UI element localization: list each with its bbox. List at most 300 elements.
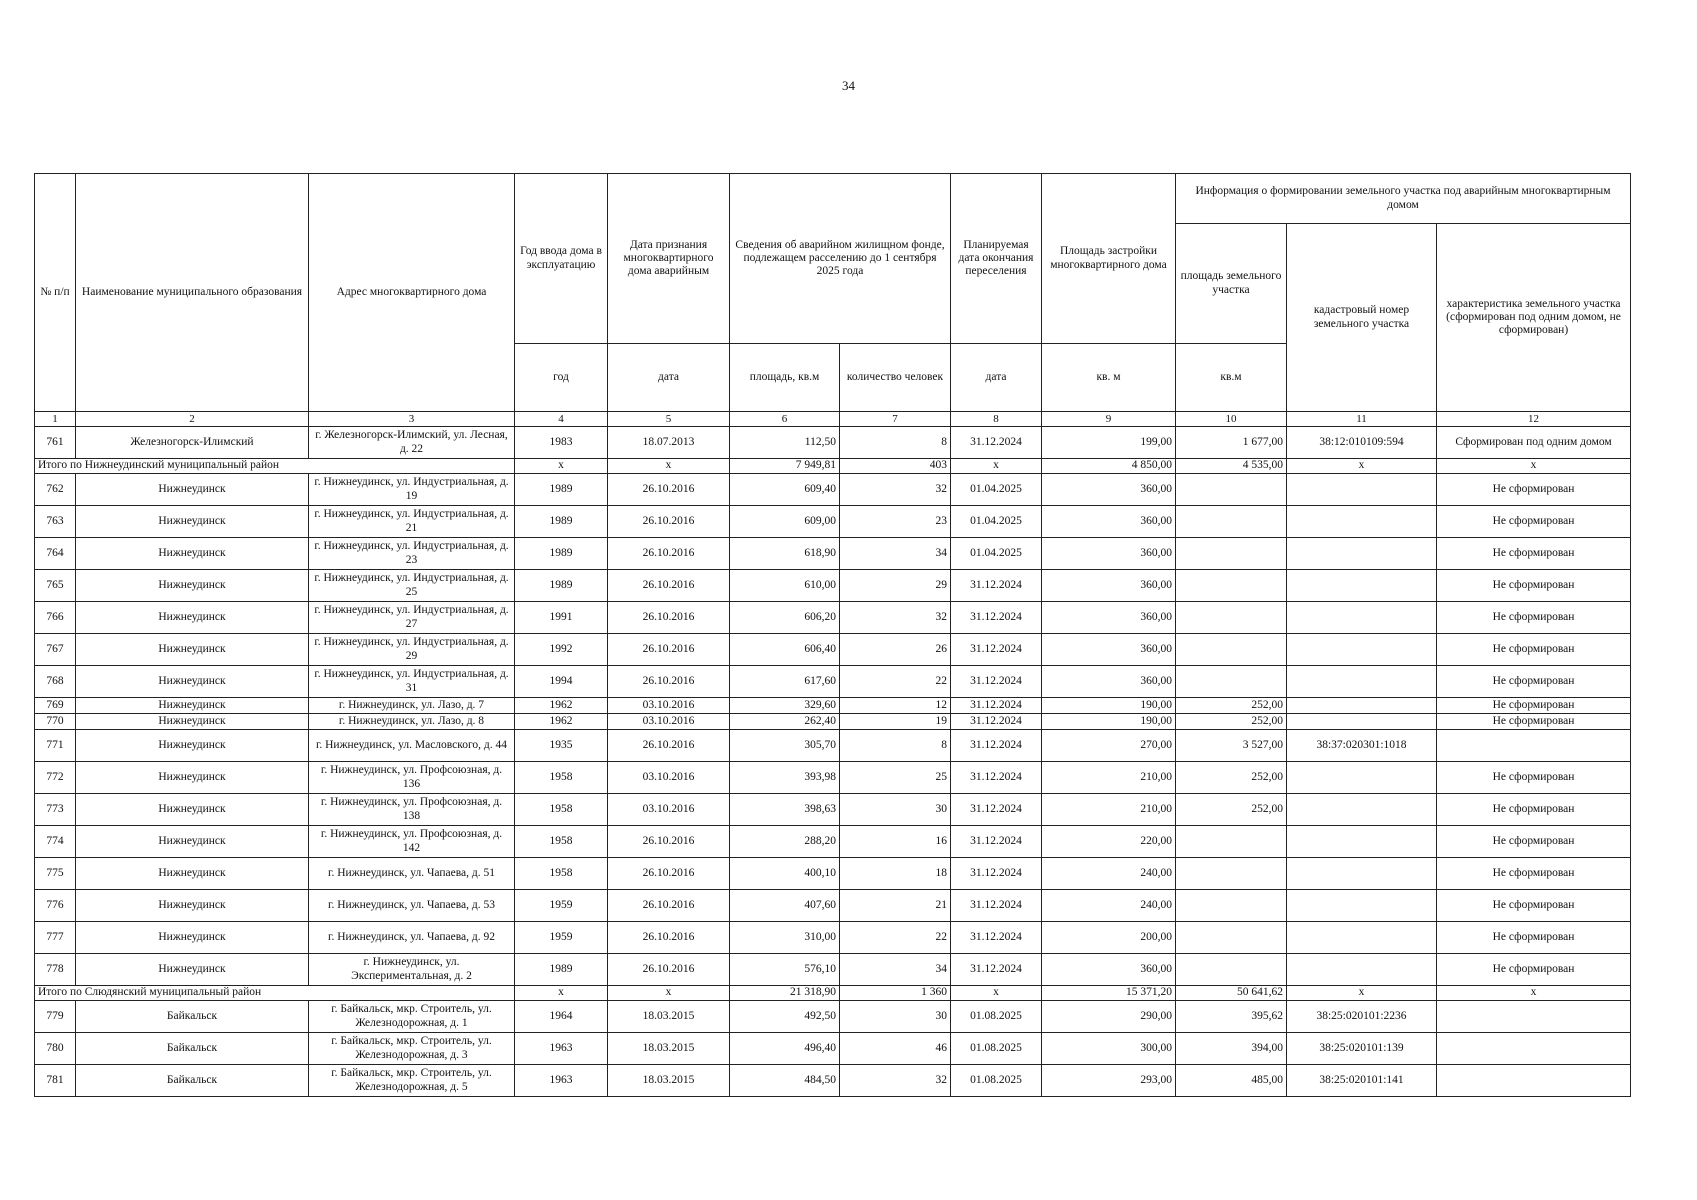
cell-people: 19 [840, 714, 951, 730]
cell-land-area: 3 527,00 [1176, 730, 1287, 762]
cell-cadastral: 38:25:020101:139 [1287, 1033, 1437, 1065]
cell-land-area: 252,00 [1176, 762, 1287, 794]
column-number: 8 [951, 412, 1042, 427]
cell-year: 1992 [515, 634, 608, 666]
cell-characteristic: Не сформирован [1437, 666, 1631, 698]
cell-planned-date: 31.12.2024 [951, 826, 1042, 858]
cell-building-area: 290,00 [1042, 1001, 1176, 1033]
table-row [35, 698, 1631, 714]
cell-area: 492,50 [730, 1001, 840, 1033]
cell-date: 18.03.2015 [608, 1001, 730, 1033]
table-header [35, 174, 1631, 427]
cell-characteristic: Не сформирован [1437, 890, 1631, 922]
column-number: 2 [76, 412, 309, 427]
cell-row-number: 762 [35, 474, 76, 506]
cell-municipality: Байкальск [76, 1033, 309, 1065]
cell-row-number: 761 [35, 427, 76, 459]
table-row [35, 1033, 1631, 1065]
cell-year: 1958 [515, 762, 608, 794]
cell-planned-date: 01.08.2025 [951, 1065, 1042, 1097]
cell-cadastral [1287, 666, 1437, 698]
cell-land-area [1176, 602, 1287, 634]
cell-address: г. Нижнеудинск, ул. Чапаева, д. 53 [309, 890, 515, 922]
cell-address: г. Нижнеудинск, ул. Индустриальная, д. 21 [309, 506, 515, 538]
cell-row-number: 766 [35, 602, 76, 634]
cell-cadastral [1287, 954, 1437, 986]
cell-planned-date: 31.12.2024 [951, 714, 1042, 730]
header-cadastral-number: кадастровый номер земельного участка [1287, 224, 1437, 412]
column-number: 11 [1287, 412, 1437, 427]
cell-people: 34 [840, 954, 951, 986]
cell-row-number: 768 [35, 666, 76, 698]
cell-area: 400,10 [730, 858, 840, 890]
header-building-area: Площадь застройки многоквартирного дома [1042, 174, 1176, 344]
cell-date: 26.10.2016 [608, 602, 730, 634]
cell-planned-date: 31.12.2024 [951, 602, 1042, 634]
cell-address: г. Нижнеудинск, ул. Индустриальная, д. 27 [309, 602, 515, 634]
cell-area: 310,00 [730, 922, 840, 954]
cell-characteristic: Не сформирован [1437, 698, 1631, 714]
cell-municipality: Нижнеудинск [76, 570, 309, 602]
cell-planned-date: 31.12.2024 [951, 762, 1042, 794]
cell-year: 1989 [515, 954, 608, 986]
cell-building-area: 360,00 [1042, 634, 1176, 666]
cell-cadastral [1287, 922, 1437, 954]
cell-row-number: 775 [35, 858, 76, 890]
cell-cadastral [1287, 602, 1437, 634]
cell-year: 1958 [515, 826, 608, 858]
cell-building-area: 300,00 [1042, 1033, 1176, 1065]
table-row [35, 1001, 1631, 1033]
cell-address: г. Нижнеудинск, ул. Лазо, д. 8 [309, 714, 515, 730]
cell-land-area: 4 535,00 [1176, 459, 1287, 474]
cell-municipality: Нижнеудинск [76, 794, 309, 826]
cell-address: г. Байкальск, мкр. Строитель, ул. Железнодорожная, д. 5 [309, 1065, 515, 1097]
cell-date: 26.10.2016 [608, 730, 730, 762]
cell-municipality: Нижнеудинск [76, 730, 309, 762]
cell-municipality: Нижнеудинск [76, 890, 309, 922]
cell-characteristic: Не сформирован [1437, 922, 1631, 954]
cell-row-number: 776 [35, 890, 76, 922]
cell-municipality: Нижнеудинск [76, 666, 309, 698]
cell-municipality: Байкальск [76, 1065, 309, 1097]
cell-planned-date: 01.08.2025 [951, 1033, 1042, 1065]
cell-year: 1959 [515, 890, 608, 922]
table-row [35, 1065, 1631, 1097]
cell-row-number: 772 [35, 762, 76, 794]
header-emergency-date: Дата признания многоквартирного дома аварийным [608, 174, 730, 344]
cell-land-area [1176, 954, 1287, 986]
cell-date: 26.10.2016 [608, 634, 730, 666]
cell-area: 329,60 [730, 698, 840, 714]
cell-characteristic [1437, 1001, 1631, 1033]
cell-year: x [515, 459, 608, 474]
cell-row-number: 774 [35, 826, 76, 858]
unit-land-area: кв.м [1176, 344, 1287, 412]
cell-row-number: 779 [35, 1001, 76, 1033]
cell-planned-date: 31.12.2024 [951, 890, 1042, 922]
cell-people: 46 [840, 1033, 951, 1065]
column-number: 12 [1437, 412, 1631, 427]
cell-municipality: Нижнеудинск [76, 954, 309, 986]
cell-year: 1994 [515, 666, 608, 698]
cell-land-area: 252,00 [1176, 698, 1287, 714]
cell-land-area [1176, 922, 1287, 954]
cell-characteristic: Не сформирован [1437, 826, 1631, 858]
cell-address: г. Нижнеудинск, ул. Индустриальная, д. 25 [309, 570, 515, 602]
cell-characteristic: x [1437, 459, 1631, 474]
table-row [35, 666, 1631, 698]
column-number: 4 [515, 412, 608, 427]
cell-land-area [1176, 858, 1287, 890]
cell-people: 1 360 [840, 986, 951, 1001]
table-row [35, 714, 1631, 730]
cell-year: 1963 [515, 1065, 608, 1097]
cell-people: 403 [840, 459, 951, 474]
cell-row-number: 769 [35, 698, 76, 714]
cell-cadastral [1287, 858, 1437, 890]
cell-people: 29 [840, 570, 951, 602]
table-row [35, 427, 1631, 459]
header-planned-date: Планируемая дата окончания переселения [951, 174, 1042, 344]
cell-row-number: 771 [35, 730, 76, 762]
header-row-number: № п/п [35, 174, 76, 412]
cell-cadastral: 38:12:010109:594 [1287, 427, 1437, 459]
cell-date: 26.10.2016 [608, 890, 730, 922]
header-land-plot-group: Информация о формировании земельного участка под аварийным многоквартирным домом [1176, 174, 1631, 224]
cell-row-number: 778 [35, 954, 76, 986]
cell-area: 617,60 [730, 666, 840, 698]
subtotal-label: Итого по Нижнеудинский муниципальный район [35, 459, 515, 474]
header-emergency-fund: Сведения об аварийном жилищном фонде, подлежащем расселению до 1 сентября 2025 года [730, 174, 951, 344]
cell-characteristic: Не сформирован [1437, 538, 1631, 570]
unit-area: площадь, кв.м [730, 344, 840, 412]
table-row [35, 858, 1631, 890]
cell-characteristic: Не сформирован [1437, 762, 1631, 794]
cell-cadastral [1287, 826, 1437, 858]
cell-people: 32 [840, 474, 951, 506]
cell-cadastral [1287, 634, 1437, 666]
cell-municipality: Нижнеудинск [76, 922, 309, 954]
cell-address: г. Нижнеудинск, ул. Профсоюзная, д. 136 [309, 762, 515, 794]
unit-year: год [515, 344, 608, 412]
cell-municipality: Нижнеудинск [76, 762, 309, 794]
cell-municipality: Нижнеудинск [76, 538, 309, 570]
cell-area: 7 949,81 [730, 459, 840, 474]
cell-address: г. Нижнеудинск, ул. Чапаева, д. 51 [309, 858, 515, 890]
cell-year: x [515, 986, 608, 1001]
table-row [35, 570, 1631, 602]
cell-building-area: 240,00 [1042, 858, 1176, 890]
cell-year: 1935 [515, 730, 608, 762]
cell-date: 26.10.2016 [608, 666, 730, 698]
cell-year: 1989 [515, 538, 608, 570]
cell-year: 1962 [515, 698, 608, 714]
cell-planned-date: 01.04.2025 [951, 474, 1042, 506]
cell-area: 610,00 [730, 570, 840, 602]
unit-people: количество человек [840, 344, 951, 412]
cell-area: 576,10 [730, 954, 840, 986]
cell-characteristic: Не сформирован [1437, 474, 1631, 506]
header-land-area: площадь земельного участка [1176, 224, 1287, 344]
cell-area: 484,50 [730, 1065, 840, 1097]
cell-date: 26.10.2016 [608, 506, 730, 538]
cell-characteristic: Не сформирован [1437, 634, 1631, 666]
cell-building-area: 360,00 [1042, 602, 1176, 634]
cell-building-area: 240,00 [1042, 890, 1176, 922]
cell-cadastral: 38:25:020101:2236 [1287, 1001, 1437, 1033]
cell-building-area: 360,00 [1042, 570, 1176, 602]
cell-planned-date: 31.12.2024 [951, 954, 1042, 986]
cell-people: 23 [840, 506, 951, 538]
cell-people: 8 [840, 427, 951, 459]
cell-year: 1959 [515, 922, 608, 954]
cell-characteristic: Не сформирован [1437, 954, 1631, 986]
cell-municipality: Нижнеудинск [76, 826, 309, 858]
subtotal-row [35, 459, 1631, 474]
cell-municipality: Нижнеудинск [76, 634, 309, 666]
cell-year: 1958 [515, 858, 608, 890]
cell-building-area: 360,00 [1042, 666, 1176, 698]
cell-row-number: 767 [35, 634, 76, 666]
header-land-characteristic: характеристика земельного участка (сформирован под одним домом, не сформирован) [1437, 224, 1631, 412]
cell-characteristic [1437, 1065, 1631, 1097]
column-number: 5 [608, 412, 730, 427]
cell-land-area: 252,00 [1176, 794, 1287, 826]
unit-building-area: кв. м [1042, 344, 1176, 412]
cell-date: x [608, 459, 730, 474]
cell-area: 305,70 [730, 730, 840, 762]
cell-area: 609,40 [730, 474, 840, 506]
subtotal-label: Итого по Слюдянский муниципальный район [35, 986, 515, 1001]
cell-building-area: 15 371,20 [1042, 986, 1176, 1001]
table-row [35, 538, 1631, 570]
column-number: 7 [840, 412, 951, 427]
cell-building-area: 4 850,00 [1042, 459, 1176, 474]
cell-area: 496,40 [730, 1033, 840, 1065]
cell-land-area [1176, 570, 1287, 602]
cell-people: 26 [840, 634, 951, 666]
cell-address: г. Нижнеудинск, ул. Экспериментальная, д. 2 [309, 954, 515, 986]
cell-area: 606,40 [730, 634, 840, 666]
cell-building-area: 199,00 [1042, 427, 1176, 459]
cell-cadastral [1287, 794, 1437, 826]
cell-row-number: 770 [35, 714, 76, 730]
cell-people: 12 [840, 698, 951, 714]
cell-cadastral [1287, 762, 1437, 794]
cell-row-number: 780 [35, 1033, 76, 1065]
header-year-built: Год ввода дома в эксплуатацию [515, 174, 608, 344]
cell-planned-date: 31.12.2024 [951, 634, 1042, 666]
unit-date: дата [608, 344, 730, 412]
cell-characteristic: x [1437, 986, 1631, 1001]
cell-address: г. Нижнеудинск, ул. Масловского, д. 44 [309, 730, 515, 762]
cell-municipality: Нижнеудинск [76, 714, 309, 730]
cell-characteristic: Сформирован под одним домом [1437, 427, 1631, 459]
cell-characteristic: Не сформирован [1437, 714, 1631, 730]
cell-date: 26.10.2016 [608, 570, 730, 602]
cell-area: 288,20 [730, 826, 840, 858]
table-row [35, 890, 1631, 922]
cell-year: 1958 [515, 794, 608, 826]
cell-building-area: 293,00 [1042, 1065, 1176, 1097]
cell-cadastral [1287, 698, 1437, 714]
table-row [35, 730, 1631, 762]
cell-planned-date: x [951, 986, 1042, 1001]
cell-building-area: 200,00 [1042, 922, 1176, 954]
cell-area: 398,63 [730, 794, 840, 826]
cell-cadastral: 38:25:020101:141 [1287, 1065, 1437, 1097]
cell-date: 18.03.2015 [608, 1033, 730, 1065]
cell-land-area [1176, 506, 1287, 538]
cell-address: г. Нижнеудинск, ул. Индустриальная, д. 19 [309, 474, 515, 506]
cell-address: г. Нижнеудинск, ул. Индустриальная, д. 31 [309, 666, 515, 698]
header-address: Адрес многоквартирного дома [309, 174, 515, 412]
cell-characteristic [1437, 1033, 1631, 1065]
cell-address: г. Нижнеудинск, ул. Индустриальная, д. 29 [309, 634, 515, 666]
cell-address: г. Нижнеудинск, ул. Профсоюзная, д. 142 [309, 826, 515, 858]
cell-planned-date: 01.04.2025 [951, 538, 1042, 570]
cell-cadastral: 38:37:020301:1018 [1287, 730, 1437, 762]
cell-year: 1989 [515, 570, 608, 602]
cell-area: 609,00 [730, 506, 840, 538]
cell-municipality: Нижнеудинск [76, 698, 309, 714]
cell-land-area: 252,00 [1176, 714, 1287, 730]
cell-planned-date: 31.12.2024 [951, 698, 1042, 714]
cell-cadastral [1287, 506, 1437, 538]
cell-planned-date: 31.12.2024 [951, 570, 1042, 602]
cell-address: г. Нижнеудинск, ул. Чапаева, д. 92 [309, 922, 515, 954]
cell-planned-date: x [951, 459, 1042, 474]
cell-date: 26.10.2016 [608, 954, 730, 986]
cell-address: г. Байкальск, мкр. Строитель, ул. Железнодорожная, д. 1 [309, 1001, 515, 1033]
cell-planned-date: 31.12.2024 [951, 666, 1042, 698]
cell-area: 262,40 [730, 714, 840, 730]
cell-planned-date: 31.12.2024 [951, 427, 1042, 459]
cell-planned-date: 01.04.2025 [951, 506, 1042, 538]
cell-date: 26.10.2016 [608, 538, 730, 570]
cell-building-area: 360,00 [1042, 474, 1176, 506]
unit-planned-date: дата [951, 344, 1042, 412]
cell-people: 21 [840, 890, 951, 922]
cell-building-area: 190,00 [1042, 698, 1176, 714]
cell-address: г. Нижнеудинск, ул. Индустриальная, д. 23 [309, 538, 515, 570]
cell-land-area [1176, 666, 1287, 698]
cell-address: г. Железногорск-Илимский, ул. Лесная, д. 22 [309, 427, 515, 459]
cell-area: 112,50 [730, 427, 840, 459]
cell-year: 1989 [515, 474, 608, 506]
cell-characteristic: Не сформирован [1437, 570, 1631, 602]
cell-people: 22 [840, 922, 951, 954]
cell-date: 03.10.2016 [608, 762, 730, 794]
cell-building-area: 270,00 [1042, 730, 1176, 762]
cell-people: 8 [840, 730, 951, 762]
cell-land-area: 50 641,62 [1176, 986, 1287, 1001]
cell-row-number: 773 [35, 794, 76, 826]
table-row [35, 922, 1631, 954]
cell-land-area [1176, 474, 1287, 506]
cell-building-area: 190,00 [1042, 714, 1176, 730]
cell-row-number: 764 [35, 538, 76, 570]
cell-row-number: 765 [35, 570, 76, 602]
cell-date: 18.03.2015 [608, 1065, 730, 1097]
cell-people: 32 [840, 1065, 951, 1097]
cell-land-area [1176, 634, 1287, 666]
cell-people: 18 [840, 858, 951, 890]
column-number: 1 [35, 412, 76, 427]
cell-planned-date: 31.12.2024 [951, 794, 1042, 826]
cell-year: 1963 [515, 1033, 608, 1065]
cell-characteristic: Не сформирован [1437, 858, 1631, 890]
cell-row-number: 781 [35, 1065, 76, 1097]
column-number-row [35, 412, 1631, 427]
cell-cadastral [1287, 474, 1437, 506]
cell-characteristic: Не сформирован [1437, 506, 1631, 538]
cell-date: 03.10.2016 [608, 714, 730, 730]
cell-row-number: 777 [35, 922, 76, 954]
column-number: 6 [730, 412, 840, 427]
cell-cadastral [1287, 714, 1437, 730]
cell-year: 1991 [515, 602, 608, 634]
cell-planned-date: 31.12.2024 [951, 922, 1042, 954]
subtotal-row [35, 986, 1631, 1001]
cell-people: 25 [840, 762, 951, 794]
cell-date: 26.10.2016 [608, 826, 730, 858]
cell-area: 407,60 [730, 890, 840, 922]
cell-land-area [1176, 826, 1287, 858]
cell-year: 1964 [515, 1001, 608, 1033]
cell-municipality: Нижнеудинск [76, 474, 309, 506]
table-row [35, 826, 1631, 858]
cell-area: 21 318,90 [730, 986, 840, 1001]
cell-land-area: 395,62 [1176, 1001, 1287, 1033]
cell-date: 26.10.2016 [608, 922, 730, 954]
cell-building-area: 210,00 [1042, 762, 1176, 794]
cell-building-area: 360,00 [1042, 538, 1176, 570]
cell-land-area [1176, 890, 1287, 922]
table-row [35, 954, 1631, 986]
column-number: 10 [1176, 412, 1287, 427]
cell-cadastral: x [1287, 986, 1437, 1001]
cell-cadastral [1287, 570, 1437, 602]
cell-people: 30 [840, 794, 951, 826]
cell-area: 393,98 [730, 762, 840, 794]
cell-date: 03.10.2016 [608, 794, 730, 826]
table-row [35, 794, 1631, 826]
cell-cadastral: x [1287, 459, 1437, 474]
cell-address: г. Нижнеудинск, ул. Профсоюзная, д. 138 [309, 794, 515, 826]
cell-people: 22 [840, 666, 951, 698]
page-number: 34 [842, 78, 855, 93]
cell-area: 618,90 [730, 538, 840, 570]
cell-characteristic: Не сформирован [1437, 602, 1631, 634]
cell-planned-date: 01.08.2025 [951, 1001, 1042, 1033]
table-row [35, 474, 1631, 506]
cell-land-area [1176, 538, 1287, 570]
cell-area: 606,20 [730, 602, 840, 634]
cell-municipality: Нижнеудинск [76, 858, 309, 890]
cell-date: 26.10.2016 [608, 474, 730, 506]
cell-municipality: Байкальск [76, 1001, 309, 1033]
cell-building-area: 360,00 [1042, 954, 1176, 986]
cell-people: 16 [840, 826, 951, 858]
cell-characteristic [1437, 730, 1631, 762]
cell-building-area: 220,00 [1042, 826, 1176, 858]
header-municipality: Наименование муниципального образования [76, 174, 309, 412]
cell-municipality: Железногорск-Илимский [76, 427, 309, 459]
cell-planned-date: 31.12.2024 [951, 858, 1042, 890]
cell-row-number: 763 [35, 506, 76, 538]
